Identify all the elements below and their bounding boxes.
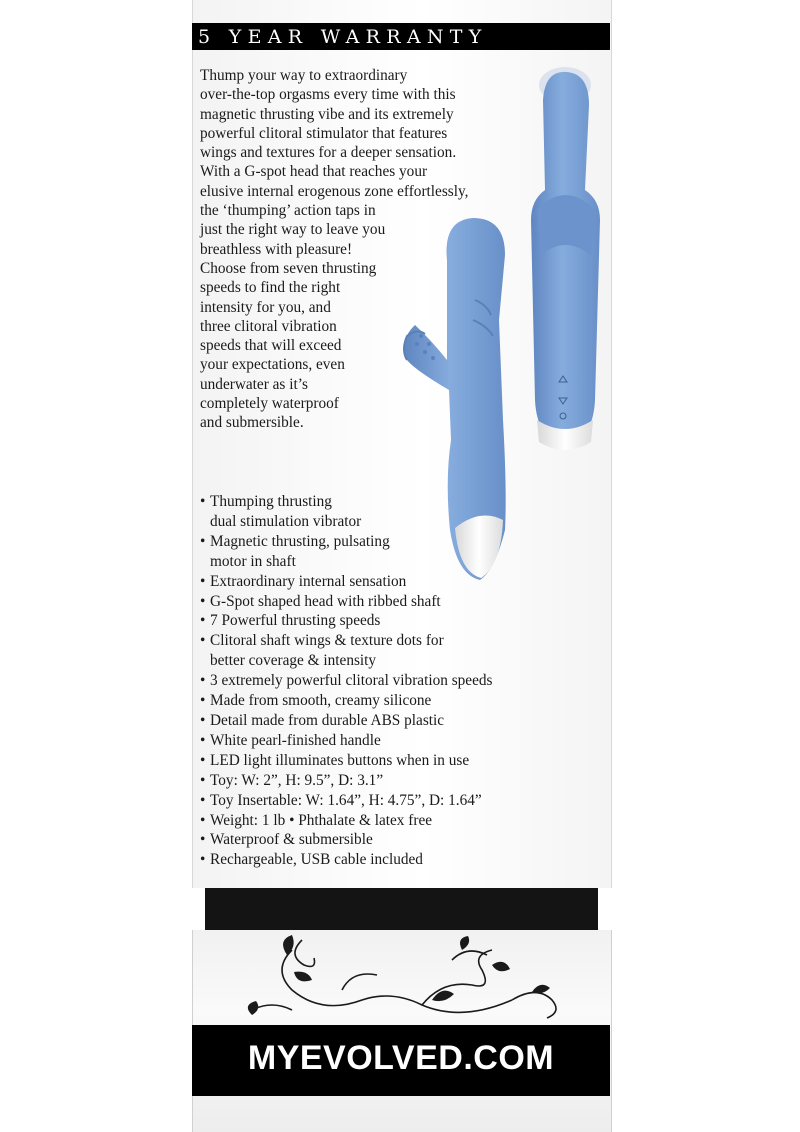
list-item — [200, 592, 600, 612]
feature-text: Rechargeable, USB cable included — [210, 851, 423, 869]
feature-text: White pearl-finished handle — [210, 731, 381, 749]
features-list — [200, 492, 600, 870]
list-item — [200, 572, 600, 592]
product-description: Thump your way to extraordinary over-the-top orgasms every time with this magnetic thrusting vibe and its extremely powerful clitoral stimulator that features wings and textures for a deeper sensation. With a G-spot head that reaches your elusive internal erogenous zone effortlessly, the ‘thumping’ action taps in just the right way to leave you breathless with pleasure! Choose from seven thrusting speeds to find the right intensity for you, and three clitoral vibration speeds that will exceed your expectations, even underwater as it’s completely waterproof and submersible. — [200, 67, 469, 432]
feature-text: Toy Insertable: W: 1.64”, H: 4.75”, D: 1.64” — [210, 791, 482, 809]
list-item — [200, 492, 600, 532]
feature-text: Weight: 1 lb • Phthalate & latex free — [210, 811, 433, 829]
feature-text: LED light illuminates buttons when in use — [210, 751, 470, 769]
feature-text: Made from smooth, creamy silicone — [210, 692, 432, 710]
decorative-flourish — [192, 930, 610, 1025]
bullet-icon: • — [200, 592, 206, 610]
list-item — [200, 751, 600, 771]
feature-text: G-Spot shaped head with ribbed shaft — [210, 592, 441, 610]
feature-text: Detail made from durable ABS plastic — [210, 711, 445, 729]
list-item — [200, 830, 600, 850]
list-item — [200, 731, 600, 751]
list-item — [200, 711, 600, 731]
bullet-icon: • — [200, 672, 206, 690]
feature-text: Clitoral shaft wings & texture dots for better coverage & intensity — [210, 632, 444, 670]
bullet-icon: • — [200, 831, 206, 849]
bullet-icon: • — [200, 572, 206, 590]
bullet-icon: • — [200, 532, 206, 550]
product-back-view — [531, 67, 600, 450]
feature-text: Toy: W: 2”, H: 9.5”, D: 3.1” — [210, 771, 384, 789]
bullet-icon: • — [200, 811, 206, 829]
list-item — [200, 532, 600, 572]
list-item — [200, 771, 600, 791]
list-item — [200, 691, 600, 711]
list-item — [200, 791, 600, 811]
list-item — [200, 850, 600, 870]
bullet-icon: • — [200, 791, 206, 809]
list-item — [200, 671, 600, 691]
list-item — [200, 631, 600, 671]
feature-text: 3 extremely powerful clitoral vibration speeds — [210, 672, 493, 690]
bullet-icon: • — [200, 751, 206, 769]
feature-text: Extraordinary internal sensation — [210, 572, 407, 590]
website-url: MYEVOLVED.COM — [247, 1039, 555, 1077]
warranty-text: 5 YEAR WARRANTY — [198, 26, 488, 48]
bullet-icon: • — [200, 771, 206, 789]
bullet-icon: • — [200, 711, 206, 729]
feature-text: Magnetic thrusting, pulsating motor in shaft — [210, 532, 390, 570]
list-item — [200, 811, 600, 831]
bullet-icon: • — [200, 692, 206, 710]
list-item — [200, 611, 600, 631]
bullet-icon: • — [200, 851, 206, 869]
feature-text: 7 Powerful thrusting speeds — [210, 612, 381, 630]
package-window-band — [205, 888, 598, 930]
feature-text: Thumping thrusting dual stimulation vibrator — [210, 493, 362, 530]
bullet-icon: • — [200, 612, 206, 630]
feature-text: Waterproof & submersible — [210, 831, 373, 849]
bullet-icon: • — [200, 493, 206, 510]
bullet-icon: • — [200, 731, 206, 749]
bullet-icon: • — [200, 632, 206, 650]
